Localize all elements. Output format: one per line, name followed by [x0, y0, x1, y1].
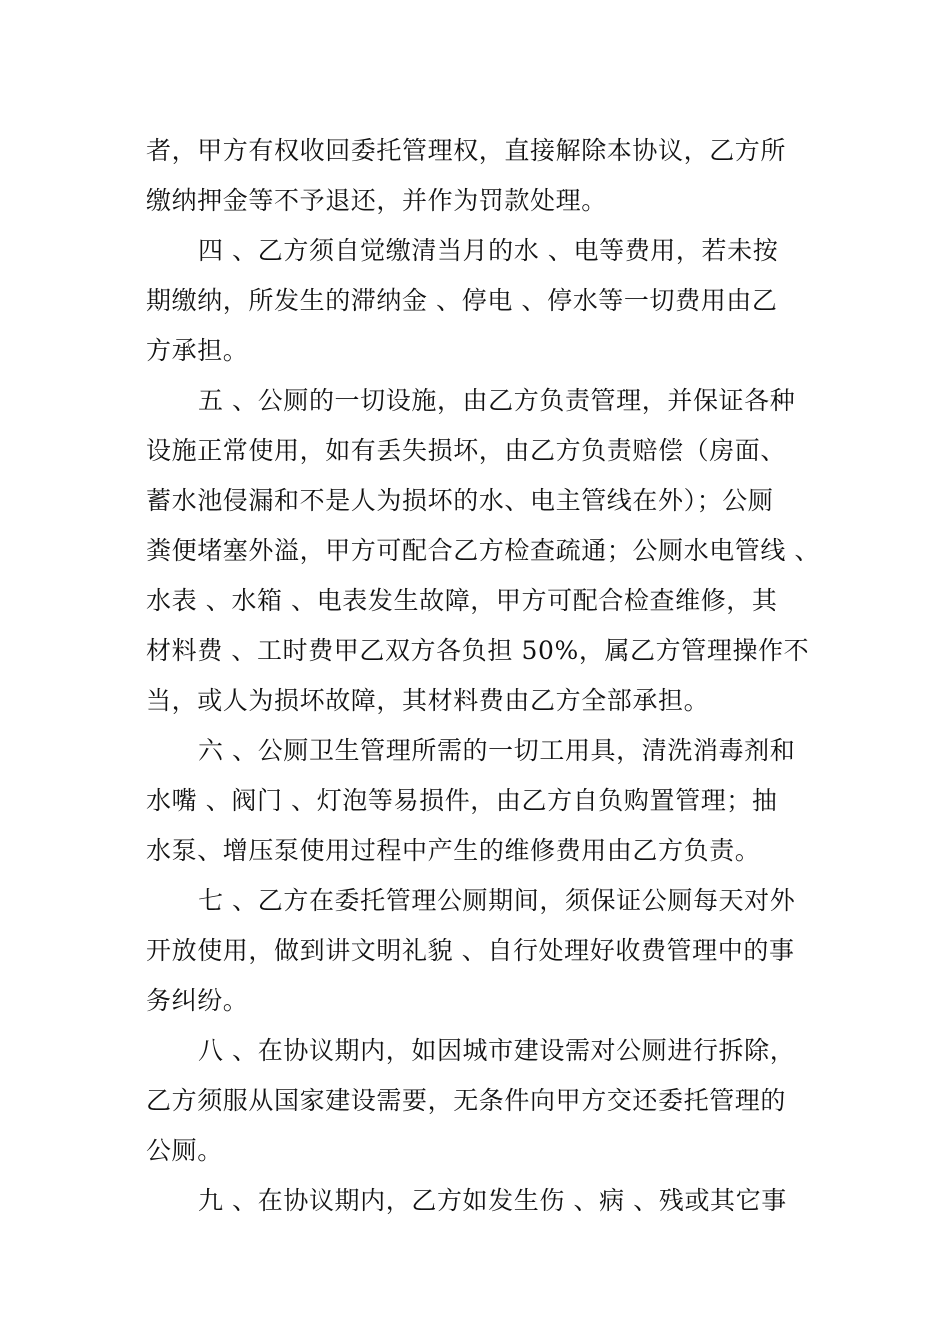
text-line: 方承担。 [146, 336, 249, 365]
text-line: 水表 、水箱 、电表发生故障，甲方可配合检查维修，其 [146, 586, 778, 615]
clause-8-start: 八 、在协议期内，如因城市建设需对公厕进行拆除， [198, 1036, 796, 1065]
text-line: 蓄水池侵漏和不是人为损坏的水、电主管线在外）；公厕 [146, 486, 774, 515]
text-line: 缴纳押金等不予退还，并作为罚款处理。 [146, 186, 607, 215]
text-line: 粪便堵塞外溢，甲方可配合乙方检查疏通；公厕水电管线 、 [146, 536, 821, 565]
text-line: 水泵、增压泵使用过程中产生的维修费用由乙方负责。 [146, 836, 761, 865]
clause-6-start: 六 、公厕卫生管理所需的一切工用具，清洗消毒剂和 [198, 736, 796, 765]
document-body [146, 126, 821, 1226]
text-line: 设施正常使用，如有丢失损坏，由乙方负责赔偿（房面、 [146, 436, 787, 465]
clause-4-start: 四 、乙方须自觉缴清当月的水 、电等费用，若未按 [198, 236, 779, 265]
text-line: 开放使用，做到讲文明礼貌 、自行处理好收费管理中的事 [146, 936, 795, 965]
clause-7-start: 七 、乙方在委托管理公厕期间，须保证公厕每天对外 [198, 886, 796, 915]
text-line: 材料费 、工时费甲乙双方各负担 50%，属乙方管理操作不 [146, 636, 810, 665]
text-line: 乙方须服从国家建设需要，无条件向甲方交还委托管理的 [146, 1086, 787, 1115]
clause-5-start: 五 、公厕的一切设施，由乙方负责管理，并保证各种 [198, 386, 796, 415]
text-line: 水嘴 、阀门 、灯泡等易损件，由乙方自负购置管理；抽 [146, 786, 778, 815]
text-line: 期缴纳，所发生的滞纳金 、停电 、停水等一切费用由乙 [146, 286, 778, 315]
text-line: 公厕。 [146, 1136, 223, 1165]
text-line: 当，或人为损坏故障，其材料费由乙方全部承担。 [146, 686, 710, 715]
text-line: 者，甲方有权收回委托管理权，直接解除本协议，乙方所 [146, 136, 787, 165]
clause-9-start: 九 、在协议期内，乙方如发生伤 、病 、残或其它事 [198, 1186, 787, 1215]
text-line: 务纠纷。 [146, 986, 249, 1015]
